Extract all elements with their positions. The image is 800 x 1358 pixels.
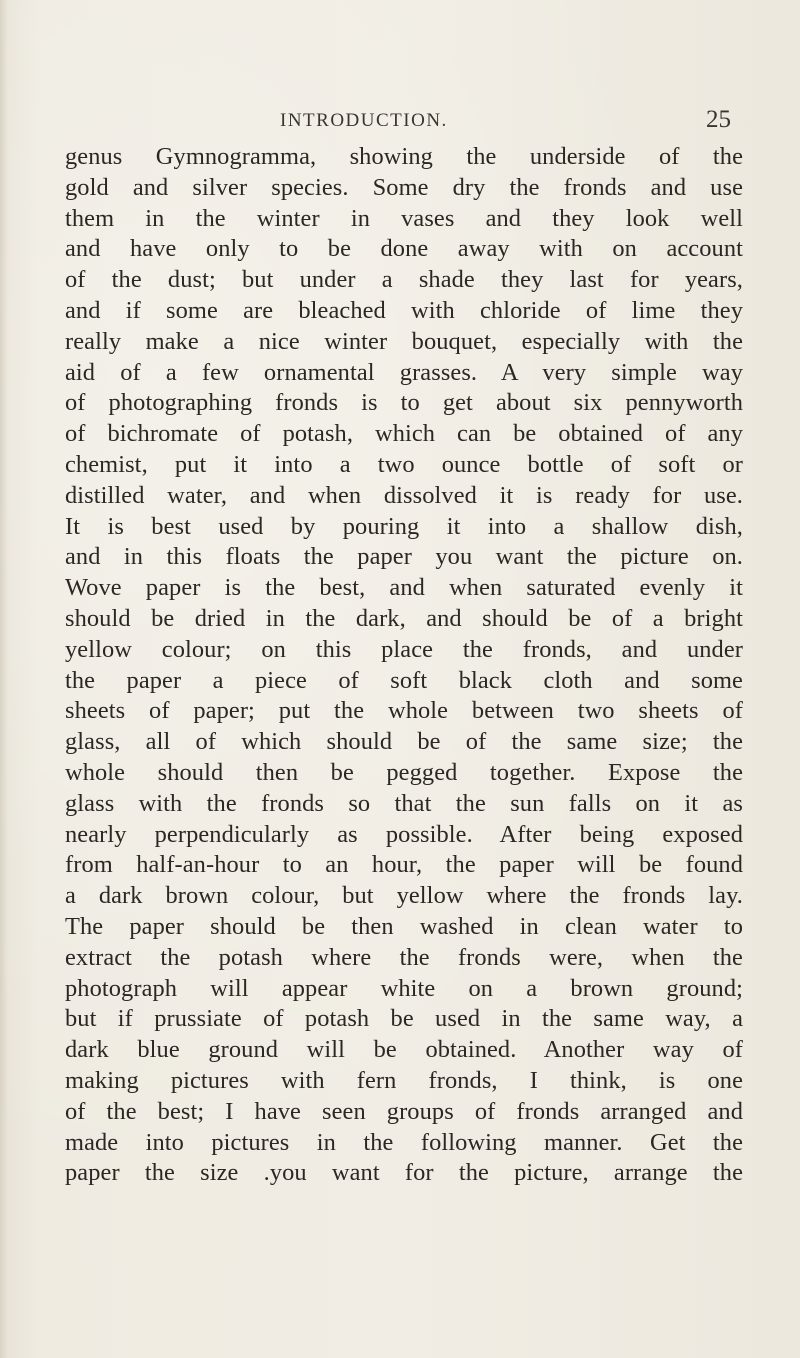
- body-text: [65, 142, 743, 1189]
- text-line-10: of bichromate of potash, which can be obtained of any: [65, 420, 743, 448]
- text-line-21: whole should then be pegged together. Expose the: [65, 758, 743, 786]
- text-line-20: glass, all of which should be of the same size; the: [65, 728, 743, 756]
- text-line-25: a dark brown colour, but yellow where the fronds lay.: [65, 882, 743, 910]
- text-line-14: and in this floats the paper you want the picture on.: [65, 543, 743, 571]
- text-line-28: photograph will appear white on a brown ground;: [65, 974, 743, 1002]
- page-number: 25: [706, 106, 731, 133]
- running-head: [0, 106, 800, 136]
- text-line-9: of photographing fronds is to get about six pennyworth: [65, 389, 743, 417]
- text-line-17: yellow colour; on this place the fronds, and under: [65, 635, 743, 663]
- text-line-18: the paper a piece of soft black cloth and some: [65, 666, 743, 694]
- page-gutter-edge: [0, 0, 8, 1358]
- text-line-23: nearly perpendicularly as possible. After being exposed: [65, 820, 743, 848]
- text-line-24: from half-an-hour to an hour, the paper will be found: [65, 851, 743, 879]
- text-line-15: Wove paper is the best, and when saturated evenly it: [65, 574, 743, 602]
- text-line-6: and if some are bleached with chloride of lime they: [65, 296, 743, 324]
- text-line-12: distilled water, and when dissolved it is ready for use.: [65, 481, 743, 509]
- text-line-30: dark blue ground will be obtained. Another way of: [65, 1036, 743, 1064]
- text-line-1: genus Gymnogramma, showing the underside of the: [65, 143, 743, 170]
- text-line-32: of the best; I have seen groups of fronds arranged and: [65, 1097, 743, 1125]
- text-line-26: The paper should be then washed in clean water to: [65, 912, 743, 940]
- running-title: INTRODUCTION.: [280, 110, 448, 131]
- text-line-31: making pictures with fern fronds, I think, is one: [65, 1066, 743, 1094]
- text-line-3: them in the winter in vases and they look well: [65, 204, 743, 232]
- text-line-34: paper the size .you want for the picture, arrange the: [65, 1159, 743, 1187]
- text-line-19: sheets of paper; put the whole between two sheets of: [65, 697, 743, 725]
- text-line-13: It is best used by pouring it into a shallow dish,: [65, 512, 743, 540]
- text-line-22: glass with the fronds so that the sun falls on it as: [65, 789, 743, 817]
- text-line-27: extract the potash where the fronds were, when the: [65, 943, 743, 971]
- text-line-16: should be dried in the dark, and should be of a bright: [65, 604, 743, 632]
- text-line-4: and have only to be done away with on account: [65, 235, 743, 263]
- text-line-29: but if prussiate of potash be used in the same way, a: [65, 1005, 743, 1033]
- text-line-2: gold and silver species. Some dry the fronds and use: [65, 173, 743, 201]
- text-line-8: aid of a few ornamental grasses. A very simple way: [65, 358, 743, 386]
- text-line-7: really make a nice winter bouquet, especially with the: [65, 327, 743, 355]
- text-line-11: chemist, put it into a two ounce bottle of soft or: [65, 450, 743, 478]
- text-line-5: of the dust; but under a shade they last for years,: [65, 266, 743, 294]
- text-line-33: made into pictures in the following manner. Get the: [65, 1128, 743, 1156]
